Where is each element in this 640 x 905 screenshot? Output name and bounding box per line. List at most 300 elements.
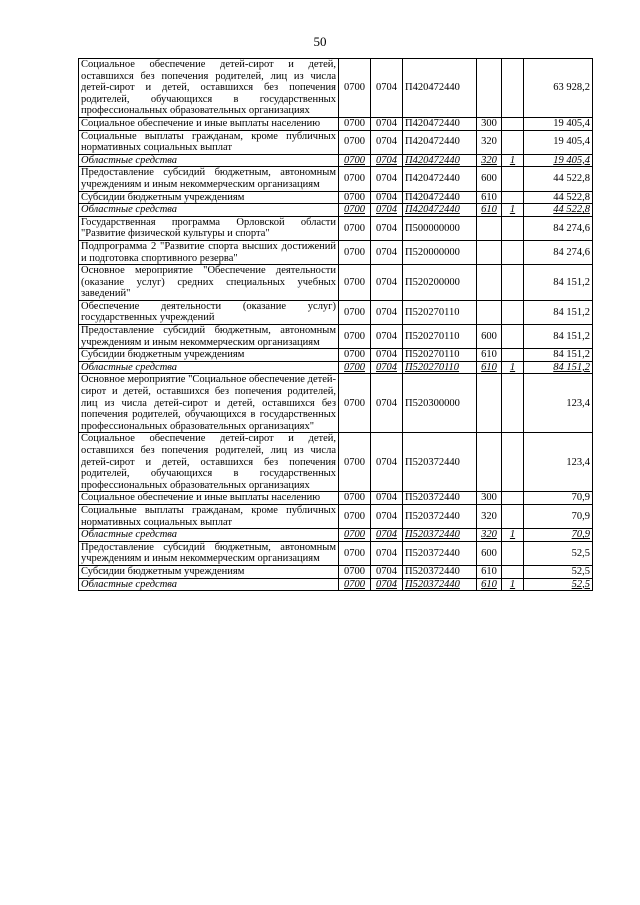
row-amount-text: 44 522,8 [553, 173, 590, 185]
row-target-article-text: П520270110 [405, 306, 460, 318]
row-section-code [371, 565, 403, 578]
row-funding-source [502, 541, 524, 565]
row-department-code [339, 541, 371, 565]
row-target-article [403, 204, 477, 217]
row-expense-type [477, 204, 502, 217]
table-row [79, 374, 593, 433]
row-target-article-text: П420472440 [405, 82, 460, 94]
row-target-article-text: П500000000 [405, 222, 460, 234]
row-department-code-text: 0700 [344, 191, 365, 203]
row-description-text: Областные средства [81, 154, 178, 166]
row-amount-text: 70,9 [571, 510, 590, 522]
row-expense-type [477, 492, 502, 505]
row-section-code [371, 265, 403, 301]
row-section-code-text: 0704 [376, 529, 397, 541]
table-row [79, 240, 593, 264]
row-section-code-text: 0704 [376, 397, 397, 409]
row-amount-text: 84 151,2 [553, 361, 590, 373]
row-amount-text: 52,5 [571, 547, 590, 559]
row-amount-text: 52,5 [571, 565, 590, 577]
row-target-article-text: П520372440 [405, 456, 460, 468]
row-funding-source [502, 325, 524, 349]
row-description [79, 529, 339, 542]
row-department-code [339, 349, 371, 362]
row-amount [524, 565, 593, 578]
row-department-code [339, 130, 371, 154]
row-funding-source [502, 216, 524, 240]
table-row [79, 361, 593, 374]
row-amount [524, 541, 593, 565]
row-amount-text: 44 522,8 [553, 191, 590, 203]
row-target-article-text: П520372440 [405, 529, 460, 541]
row-section-code [371, 191, 403, 204]
table-row [79, 565, 593, 578]
row-target-article-text: П520300000 [405, 397, 460, 409]
row-funding-source-text: 1 [509, 154, 516, 166]
row-amount-text: 84 151,2 [553, 306, 590, 318]
row-department-code-text: 0700 [344, 492, 365, 504]
row-expense-type [477, 541, 502, 565]
row-funding-source [502, 374, 524, 433]
row-section-code [371, 529, 403, 542]
row-department-code-text: 0700 [344, 222, 365, 234]
row-expense-type-text: 600 [481, 547, 497, 559]
row-description-text: Социальное обеспечение и иные выплаты населению [81, 117, 321, 129]
row-description-text: Социальное обеспечение детей-сирот и детей, оставшихся без попечения родителей, лиц из числа детей-сирот и детей, оставшихся без попечения родителей, обучающихся в государственных профессиональных образовательных организациях [81, 433, 336, 491]
budget-table-body [79, 59, 593, 591]
row-expense-type [477, 361, 502, 374]
row-target-article-text: П520372440 [405, 578, 460, 590]
row-department-code-text: 0700 [344, 456, 365, 468]
row-section-code-text: 0704 [376, 276, 397, 288]
row-expense-type-text: 320 [481, 510, 497, 522]
row-target-article-text: П420472440 [405, 136, 460, 148]
row-description [79, 59, 339, 118]
row-section-code-text: 0704 [376, 578, 397, 590]
row-amount-text: 63 928,2 [553, 82, 590, 94]
row-amount-text: 84 151,2 [553, 276, 590, 288]
table-row [79, 204, 593, 217]
row-funding-source [502, 59, 524, 118]
row-department-code [339, 240, 371, 264]
row-target-article-text: П520270110 [405, 361, 460, 373]
row-expense-type-text: 610 [481, 361, 497, 373]
row-department-code-text: 0700 [344, 204, 365, 216]
row-description [79, 117, 339, 130]
row-department-code [339, 216, 371, 240]
row-department-code-text: 0700 [344, 349, 365, 361]
row-funding-source [502, 167, 524, 191]
row-expense-type [477, 374, 502, 433]
row-description [79, 361, 339, 374]
table-row [79, 529, 593, 542]
row-description [79, 504, 339, 528]
row-department-code-text: 0700 [344, 565, 365, 577]
row-section-code-text: 0704 [376, 330, 397, 342]
row-department-code [339, 167, 371, 191]
row-description-text: Предоставление субсидий бюджетным, автономным учреждениям и иным некоммерческим организациям [81, 325, 336, 348]
row-target-article [403, 349, 477, 362]
table-row [79, 578, 593, 591]
row-description [79, 349, 339, 362]
row-description-text: Областные средства [81, 578, 178, 590]
row-expense-type [477, 300, 502, 324]
row-department-code [339, 191, 371, 204]
row-target-article [403, 130, 477, 154]
row-section-code [371, 325, 403, 349]
row-amount-text: 19 405,4 [553, 136, 590, 148]
row-department-code [339, 374, 371, 433]
row-expense-type [477, 59, 502, 118]
table-row [79, 59, 593, 118]
row-amount [524, 504, 593, 528]
row-funding-source [502, 529, 524, 542]
row-amount [524, 130, 593, 154]
row-target-article [403, 117, 477, 130]
row-section-code [371, 374, 403, 433]
table-row [79, 154, 593, 167]
row-section-code [371, 59, 403, 118]
row-department-code-text: 0700 [344, 136, 365, 148]
row-amount-text: 44 522,8 [553, 204, 590, 216]
row-target-article-text: П520372440 [405, 547, 460, 559]
row-description [79, 130, 339, 154]
row-description [79, 325, 339, 349]
row-section-code [371, 216, 403, 240]
row-description [79, 433, 339, 492]
row-department-code [339, 565, 371, 578]
row-amount [524, 240, 593, 264]
row-funding-source-text: 1 [509, 361, 516, 373]
row-amount-text: 123,4 [566, 397, 590, 409]
row-description-text: Предоставление субсидий бюджетным, автономным учреждениям и иным некоммерческим организациям [81, 541, 336, 565]
table-row [79, 325, 593, 349]
row-funding-source-text: 1 [509, 529, 516, 541]
row-section-code-text: 0704 [376, 361, 397, 373]
row-target-article [403, 216, 477, 240]
row-section-code-text: 0704 [376, 173, 397, 185]
row-funding-source [502, 191, 524, 204]
row-amount-text: 70,9 [571, 492, 590, 504]
table-row [79, 349, 593, 362]
row-description-text: Социальное обеспечение и иные выплаты населению [81, 492, 321, 504]
row-description-text: Обеспечение деятельности (оказание услуг) государственных учреждений [81, 300, 336, 324]
row-amount-text: 84 274,6 [553, 246, 590, 258]
table-row [79, 167, 593, 191]
row-amount-text: 84 151,2 [553, 330, 590, 342]
row-amount [524, 191, 593, 204]
row-target-article-text: П420472440 [405, 191, 460, 203]
row-expense-type [477, 565, 502, 578]
row-expense-type-text: 610 [481, 349, 497, 361]
row-department-code-text: 0700 [344, 154, 365, 166]
row-amount [524, 265, 593, 301]
row-target-article-text: П420472440 [405, 204, 460, 216]
row-amount [524, 204, 593, 217]
row-amount [524, 325, 593, 349]
table-row [79, 216, 593, 240]
row-target-article-text: П420472440 [405, 173, 460, 185]
row-section-code-text: 0704 [376, 117, 397, 129]
row-department-code-text: 0700 [344, 276, 365, 288]
row-target-article-text: П520270110 [405, 349, 460, 361]
row-target-article-text: П520372440 [405, 510, 460, 522]
row-expense-type [477, 117, 502, 130]
row-target-article [403, 504, 477, 528]
row-department-code-text: 0700 [344, 117, 365, 129]
row-expense-type-text: 610 [481, 565, 497, 577]
row-section-code [371, 130, 403, 154]
row-target-article [403, 492, 477, 505]
row-section-code-text: 0704 [376, 191, 397, 203]
row-amount [524, 349, 593, 362]
table-row [79, 191, 593, 204]
row-description [79, 154, 339, 167]
row-funding-source [502, 240, 524, 264]
row-target-article [403, 565, 477, 578]
row-section-code [371, 578, 403, 591]
row-funding-source [502, 349, 524, 362]
row-expense-type-text: 320 [481, 154, 497, 166]
row-section-code [371, 204, 403, 217]
row-target-article [403, 59, 477, 118]
row-description [79, 191, 339, 204]
row-target-article [403, 374, 477, 433]
row-target-article-text: П520200000 [405, 276, 460, 288]
row-description-text: Государственная программа Орловской области "Развитие физической культуры и спорта" [81, 216, 336, 240]
row-section-code-text: 0704 [376, 547, 397, 559]
row-description-text: Областные средства [81, 361, 178, 373]
row-funding-source [502, 504, 524, 528]
row-section-code [371, 433, 403, 492]
row-department-code [339, 204, 371, 217]
row-funding-source [502, 433, 524, 492]
row-description [79, 265, 339, 301]
row-department-code [339, 265, 371, 301]
row-expense-type-text: 320 [481, 529, 497, 541]
row-amount-text: 19 405,4 [553, 154, 590, 166]
row-target-article [403, 265, 477, 301]
row-amount [524, 300, 593, 324]
row-amount-text: 52,5 [571, 578, 590, 590]
row-amount [524, 361, 593, 374]
row-description-text: Основное мероприятие "Социальное обеспечение детей-сирот и детей, оставшихся без попечения родителей, лиц из числа детей-сирот и детей, оставшихся без попечения родителей, обучающихся в государственных профессиональных образовательных организациях" [81, 374, 336, 432]
row-amount [524, 59, 593, 118]
row-funding-source [502, 578, 524, 591]
row-section-code [371, 492, 403, 505]
row-section-code [371, 240, 403, 264]
row-target-article [403, 167, 477, 191]
row-funding-source [502, 154, 524, 167]
row-section-code-text: 0704 [376, 510, 397, 522]
row-section-code [371, 167, 403, 191]
table-row [79, 492, 593, 505]
row-target-article [403, 325, 477, 349]
row-section-code-text: 0704 [376, 204, 397, 216]
row-amount [524, 374, 593, 433]
row-expense-type [477, 216, 502, 240]
row-section-code-text: 0704 [376, 456, 397, 468]
row-funding-source [502, 565, 524, 578]
row-target-article-text: П520270110 [405, 330, 460, 342]
row-department-code-text: 0700 [344, 330, 365, 342]
table-row [79, 433, 593, 492]
row-department-code-text: 0700 [344, 82, 365, 94]
row-department-code [339, 325, 371, 349]
table-row [79, 541, 593, 565]
row-expense-type [477, 504, 502, 528]
row-description-text: Субсидии бюджетным учреждениям [81, 349, 245, 361]
table-row [79, 117, 593, 130]
row-expense-type [477, 191, 502, 204]
row-amount [524, 167, 593, 191]
row-section-code-text: 0704 [376, 222, 397, 234]
row-description [79, 565, 339, 578]
row-amount-text: 84 274,6 [553, 222, 590, 234]
table-row [79, 300, 593, 324]
row-amount [524, 492, 593, 505]
row-department-code [339, 433, 371, 492]
row-amount [524, 529, 593, 542]
row-department-code [339, 59, 371, 118]
row-department-code-text: 0700 [344, 510, 365, 522]
row-amount [524, 578, 593, 591]
row-department-code [339, 492, 371, 505]
row-target-article [403, 240, 477, 264]
row-amount [524, 117, 593, 130]
row-funding-source [502, 300, 524, 324]
row-target-article-text: П520372440 [405, 492, 460, 504]
row-department-code-text: 0700 [344, 547, 365, 559]
row-section-code-text: 0704 [376, 136, 397, 148]
row-department-code-text: 0700 [344, 397, 365, 409]
row-department-code-text: 0700 [344, 361, 365, 373]
table-row [79, 265, 593, 301]
page-number: 50 [313, 34, 327, 49]
row-description-text: Подпрограмма 2 "Развитие спорта высших достижений и подготовка спортивного резерва" [81, 240, 336, 264]
row-section-code-text: 0704 [376, 82, 397, 94]
row-description [79, 300, 339, 324]
row-target-article [403, 154, 477, 167]
row-expense-type-text: 600 [481, 330, 497, 342]
row-expense-type [477, 130, 502, 154]
row-department-code-text: 0700 [344, 246, 365, 258]
row-expense-type [477, 265, 502, 301]
row-section-code-text: 0704 [376, 492, 397, 504]
row-amount-text: 84 151,2 [553, 349, 590, 361]
row-department-code [339, 300, 371, 324]
row-department-code [339, 578, 371, 591]
row-description-text: Субсидии бюджетным учреждениям [81, 191, 245, 203]
row-expense-type [477, 433, 502, 492]
row-funding-source-text: 1 [509, 578, 516, 590]
row-expense-type-text: 320 [481, 136, 497, 148]
row-target-article-text: П420472440 [405, 117, 460, 129]
row-funding-source [502, 130, 524, 154]
row-department-code-text: 0700 [344, 306, 365, 318]
row-amount [524, 433, 593, 492]
row-section-code [371, 361, 403, 374]
row-department-code [339, 154, 371, 167]
row-description-text: Областные средства [81, 529, 178, 541]
row-expense-type-text: 610 [481, 191, 497, 203]
row-description [79, 374, 339, 433]
row-funding-source [502, 361, 524, 374]
row-section-code-text: 0704 [376, 306, 397, 318]
table-row [79, 130, 593, 154]
row-expense-type [477, 154, 502, 167]
row-expense-type-text: 300 [481, 492, 497, 504]
row-description [79, 541, 339, 565]
row-target-article [403, 578, 477, 591]
row-section-code-text: 0704 [376, 246, 397, 258]
row-amount-text: 123,4 [566, 456, 590, 468]
row-expense-type-text: 300 [481, 117, 497, 129]
row-section-code-text: 0704 [376, 349, 397, 361]
row-department-code [339, 529, 371, 542]
row-funding-source [502, 265, 524, 301]
row-description [79, 216, 339, 240]
row-description [79, 204, 339, 217]
row-description-text: Социальные выплаты гражданам, кроме публичных нормативных социальных выплат [81, 504, 336, 528]
row-department-code [339, 117, 371, 130]
row-department-code [339, 504, 371, 528]
row-section-code-text: 0704 [376, 565, 397, 577]
row-expense-type [477, 529, 502, 542]
row-section-code [371, 300, 403, 324]
row-amount-text: 70,9 [571, 529, 590, 541]
row-description [79, 492, 339, 505]
row-target-article [403, 191, 477, 204]
row-description-text: Основное мероприятие "Обеспечение деятельности (оказание услуг) средних специальных учебных заведений" [81, 265, 336, 300]
row-expense-type [477, 349, 502, 362]
row-section-code [371, 154, 403, 167]
row-department-code-text: 0700 [344, 529, 365, 541]
budget-table [78, 58, 593, 591]
row-expense-type [477, 325, 502, 349]
row-target-article [403, 541, 477, 565]
row-department-code-text: 0700 [344, 173, 365, 185]
row-description-text: Предоставление субсидий бюджетным, автономным учреждениям и иным некоммерческим организациям [81, 167, 336, 190]
row-description-text: Социальное обеспечение детей-сирот и детей, оставшихся без попечения родителей, лиц из числа детей-сирот и детей, оставшихся без попечения родителей, обучающихся в государственных профессиональных образовательных организациях [81, 59, 336, 117]
row-amount [524, 154, 593, 167]
row-target-article [403, 529, 477, 542]
row-funding-source [502, 492, 524, 505]
row-department-code-text: 0700 [344, 578, 365, 590]
row-department-code [339, 361, 371, 374]
row-section-code [371, 504, 403, 528]
row-target-article [403, 300, 477, 324]
row-section-code [371, 541, 403, 565]
row-target-article-text: П520000000 [405, 246, 460, 258]
row-description-text: Субсидии бюджетным учреждениям [81, 565, 245, 577]
row-section-code [371, 349, 403, 362]
row-expense-type-text: 610 [481, 578, 497, 590]
row-target-article-text: П420472440 [405, 154, 460, 166]
table-row [79, 504, 593, 528]
row-funding-source [502, 117, 524, 130]
row-description [79, 578, 339, 591]
row-expense-type-text: 600 [481, 173, 497, 185]
row-amount-text: 19 405,4 [553, 117, 590, 129]
row-funding-source [502, 204, 524, 217]
row-expense-type [477, 167, 502, 191]
row-funding-source-text: 1 [509, 204, 516, 216]
row-target-article [403, 361, 477, 374]
row-target-article [403, 433, 477, 492]
row-description-text: Областные средства [81, 204, 178, 216]
row-expense-type-text: 610 [481, 204, 497, 216]
